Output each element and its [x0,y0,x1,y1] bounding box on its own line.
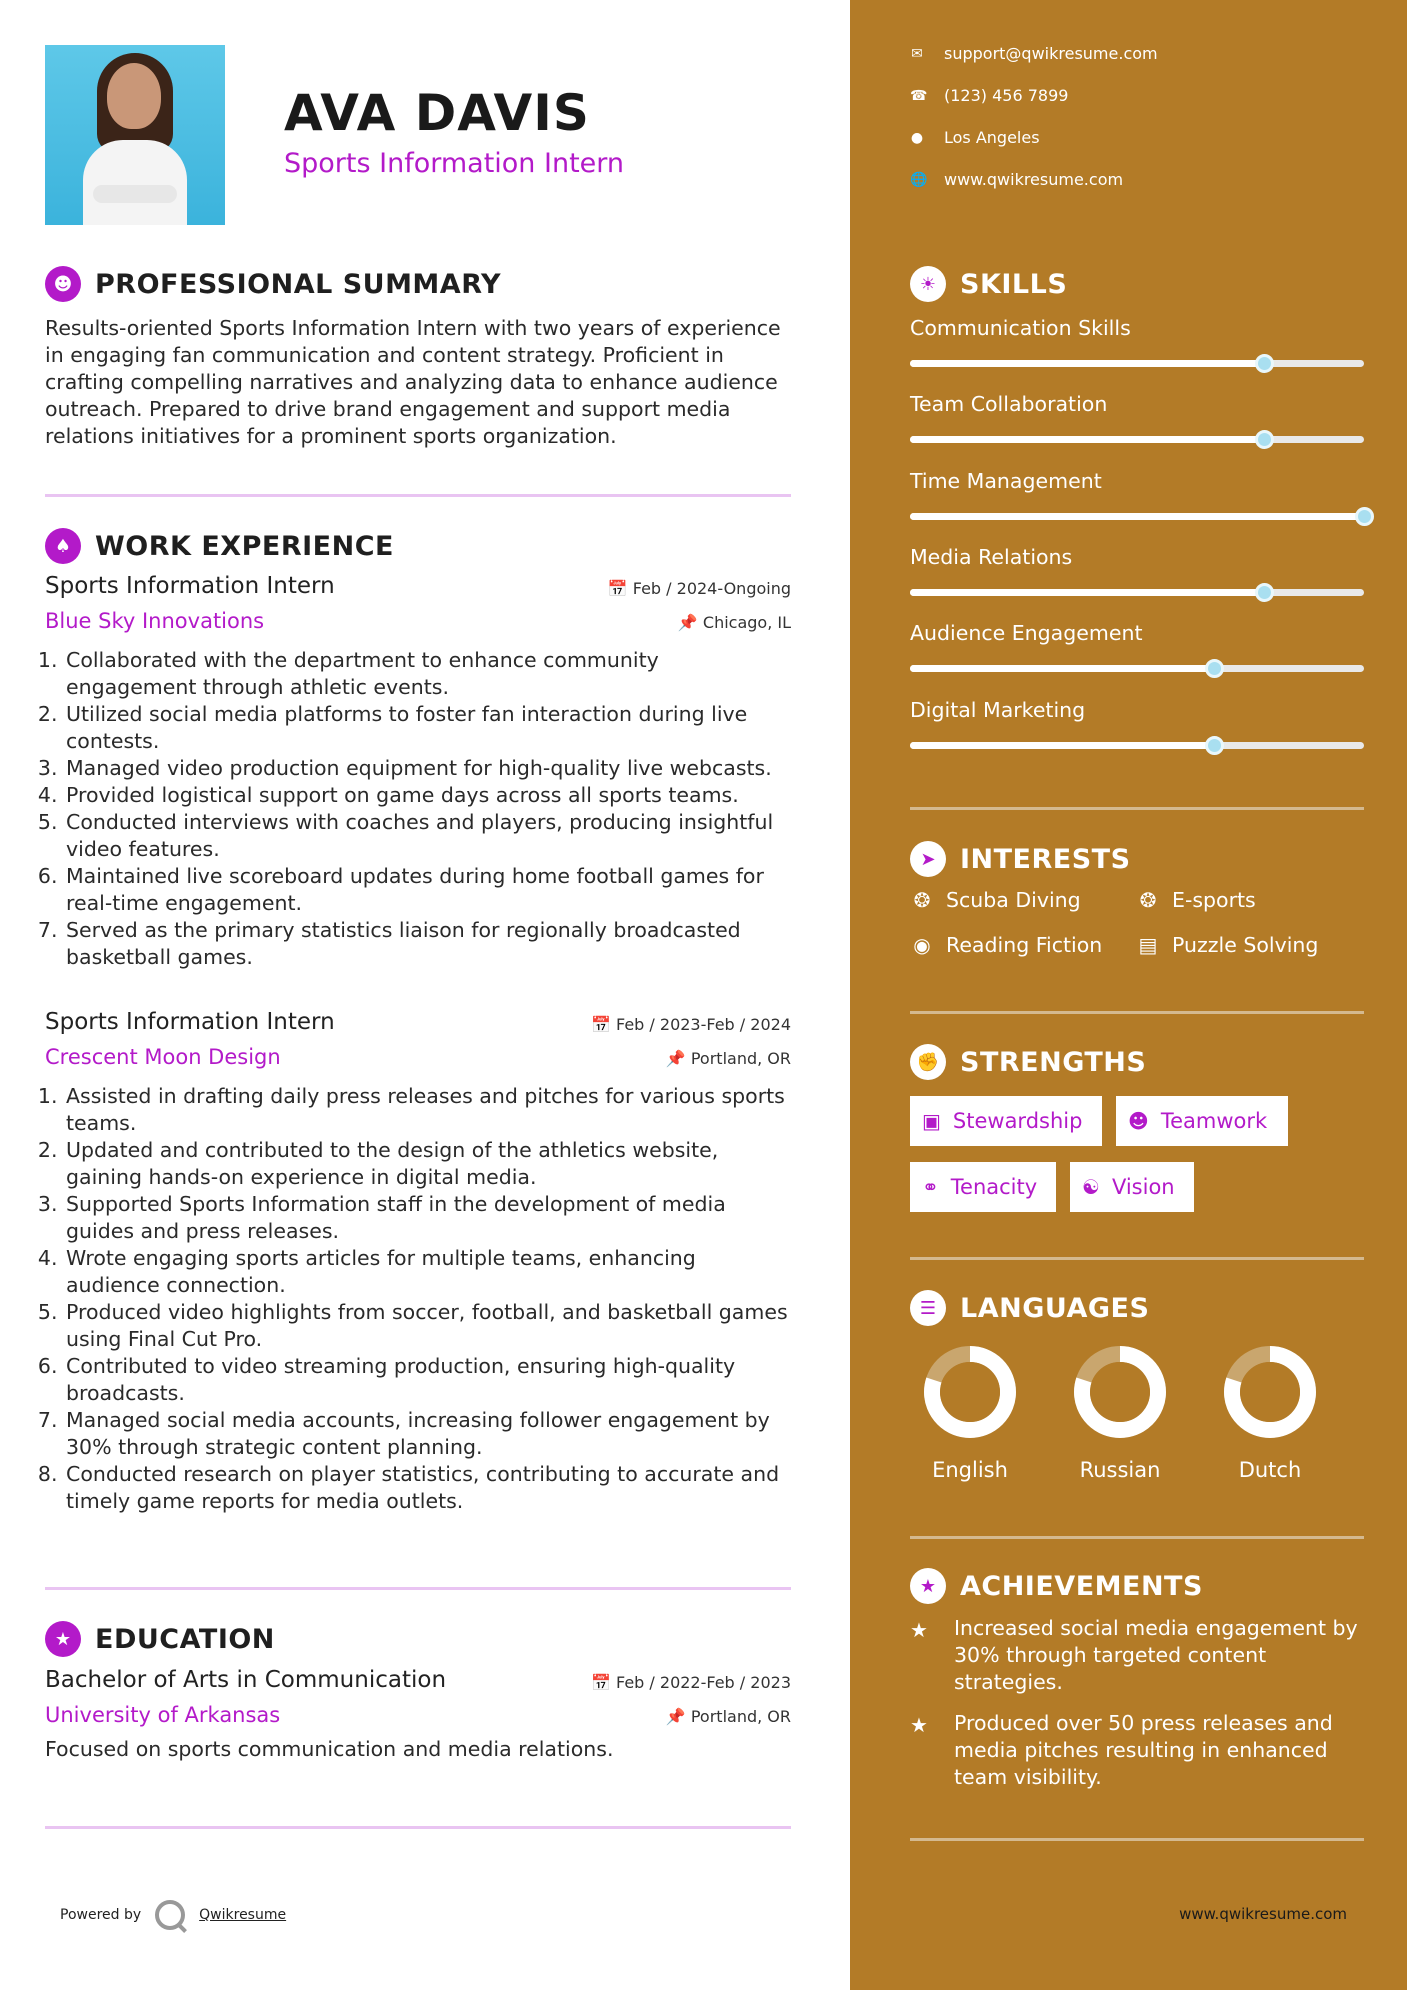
skill-item: Time Management [910,469,1364,520]
list-item: 2. Updated and contributed to the design of the athletics website, gaining hands-on experience in digital media. [64,1137,791,1191]
job-company: Blue Sky Innovations [45,609,265,633]
list-item: 7. Served as the primary statistics liaison for regionally broadcasted basketball games. [64,917,791,971]
skill-item: Audience Engagement [910,621,1364,672]
skills-heading: ☀ SKILLS [910,266,1067,302]
candidate-name: AVA DAVIS [284,84,590,142]
list-item: 5. Conducted interviews with coaches and players, producing insightful video features. [64,809,791,863]
list-item: 7. Managed social media accounts, increasing follower engagement by 30% through strategic content planning. [64,1407,791,1461]
users-icon: ☻ [1128,1109,1149,1133]
strengths-heading: ✊ STRENGTHS [910,1044,1146,1080]
education-date: 📅 Feb / 2022-Feb / 2023 [590,1673,791,1692]
star-badge-icon: ★ [910,1568,946,1604]
powered-by: Powered by Qwikresume [60,1900,286,1930]
experience-heading: ♠ WORK EXPERIENCE [45,528,394,564]
divider [45,1826,791,1829]
candidate-title: Sports Information Intern [284,148,625,179]
skill-bar [910,513,1364,520]
education-entry [45,1667,791,1761]
skill-item: Digital Marketing [910,698,1364,749]
interest-item: ▤ Puzzle Solving [1136,933,1318,957]
list-item: 5. Produced video highlights from soccer, football, and basketball games using Final Cut Pro. [64,1299,791,1353]
graduation-cap-icon: ★ [45,1621,81,1657]
lifebuoy-icon: ❂ [1139,888,1157,912]
divider [45,1587,791,1590]
list-item: 1. Collaborated with the department to enhance community engagement through athletic events. [64,647,791,701]
strength-badge: ▣ Stewardship [910,1096,1102,1146]
strength-badge: ⚭ Tenacity [910,1162,1056,1212]
language-item: Dutch [1210,1344,1330,1482]
contact-email[interactable]: ✉ support@qwikresume.com [911,44,1158,63]
map-pin-icon: ● [910,129,924,146]
job-entry [45,573,791,971]
job-location: 📌 Portland, OR [665,1049,791,1068]
job-company: Crescent Moon Design [45,1045,281,1069]
language-ring [1222,1344,1318,1440]
list-item: 3. Managed video production equipment for high-quality live webcasts. [64,755,791,782]
list-item: 3. Supported Sports Information staff in the development of media guides and press releases. [64,1191,791,1245]
shooting-star-icon: ★ [910,1618,928,1642]
language-item: Russian [1060,1344,1180,1482]
contact-location: ● Los Angeles [910,128,1040,147]
skill-bar [910,589,1364,596]
job-location: 📌 Chicago, IL [677,613,791,632]
school-name: University of Arkansas [45,1703,281,1727]
divider [910,1257,1364,1260]
book-icon: ▤ [1138,933,1158,957]
lifebuoy-icon: ❂ [913,888,931,912]
degree-title: Bachelor of Arts in Communication [45,1667,447,1693]
job-bullets [45,647,791,971]
list-item: 6. Contributed to video streaming production, ensuring high-quality broadcasts. [64,1353,791,1407]
job-date: 📅 Feb / 2024-Ongoing [607,579,791,598]
skill-item: Media Relations [910,545,1364,596]
list-item: 1. Assisted in drafting daily press releases and pitches for various sports teams. [64,1083,791,1137]
achievement-item: ★ Increased social media engagement by 30% through targeted content strategies. [910,1616,1358,1694]
envelope-icon: ✉ [911,45,923,62]
binoculars-icon: ☯ [1082,1175,1100,1199]
achievements-heading: ★ ACHIEVEMENTS [910,1568,1203,1604]
briefcase-icon: ▣ [922,1109,941,1133]
strength-badge: ☻ Teamwork [1116,1096,1288,1146]
brand-link[interactable]: Qwikresume [199,1907,287,1923]
qwikresume-logo-icon [155,1900,185,1930]
gamepad-icon: ◉ [913,933,931,957]
job-date: 📅 Feb / 2023-Feb / 2024 [590,1015,791,1034]
list-item: 8. Conducted research on player statistics, contributing to accurate and timely game reports for media outlets. [64,1461,791,1515]
skill-item: Communication Skills [910,316,1364,367]
sidebar [850,0,1407,1990]
contact-phone: ☎ (123) 456 7899 [910,86,1069,105]
divider [45,494,791,497]
divider [910,1011,1364,1014]
list-item: 4. Provided logistical support on game days across all sports teams. [64,782,791,809]
skill-bar [910,436,1364,443]
lightbulb-icon: ☀ [910,266,946,302]
summary-text: Results-oriented Sports Information Intern with two years of experience in engaging fan communication and content strategy. Proficient in crafting compelling narratives and analyzing data to enhance audience outreach. Prepared to drive brand engagement and support media relations initiatives for a prominent sports organization. [45,316,781,448]
phone-icon: ☎ [910,87,928,104]
skill-bar [910,360,1364,367]
paper-plane-icon: ➤ [910,841,946,877]
job-title: Sports Information Intern [45,573,335,599]
divider [910,1536,1364,1539]
skill-bar [910,742,1364,749]
divider [910,807,1364,810]
job-title: Sports Information Intern [45,1009,335,1035]
interest-item: ◉ Reading Fiction [910,933,1102,957]
divider [910,1838,1364,1841]
interest-item: ❂ Scuba Diving [910,888,1081,912]
profile-photo [45,45,225,225]
list-item: 6. Maintained live scoreboard updates during home football games for real-time engagement. [64,863,791,917]
strength-badge: ☯ Vision [1070,1162,1194,1212]
fist-icon: ✊ [910,1044,946,1080]
language-ring [922,1344,1018,1440]
achievement-item: ★ Produced over 50 press releases and media pitches resulting in enhanced team visibility. [910,1711,1333,1789]
languages-heading: ☰ LANGUAGES [910,1290,1149,1326]
education-heading: ★ EDUCATION [45,1621,275,1657]
footer-website[interactable]: www.qwikresume.com [1179,1905,1347,1923]
interest-item: ❂ E-sports [1136,888,1256,912]
summary-heading: ☻ PROFESSIONAL SUMMARY [45,266,501,302]
user-icon: ☻ [45,266,81,302]
education-description: Focused on sports communication and media relations. [45,1737,614,1761]
job-entry [45,1009,791,1515]
language-item: English [910,1344,1030,1482]
language-icon: ☰ [910,1290,946,1326]
job-bullets [45,1083,791,1515]
skill-item: Team Collaboration [910,392,1364,443]
shooting-star-icon: ★ [910,1713,928,1737]
chair-icon: ♠ [45,528,81,564]
contact-website[interactable]: 🌐 www.qwikresume.com [910,170,1124,189]
list-item: 2. Utilized social media platforms to foster fan interaction during live contests. [64,701,791,755]
interests-heading: ➤ INTERESTS [910,841,1131,877]
globe-icon: 🌐 [910,171,928,188]
language-ring [1072,1344,1168,1440]
link-icon: ⚭ [922,1175,939,1199]
education-location: 📌 Portland, OR [665,1707,791,1726]
skill-bar [910,665,1364,672]
list-item: 4. Wrote engaging sports articles for multiple teams, enhancing audience connection. [64,1245,791,1299]
